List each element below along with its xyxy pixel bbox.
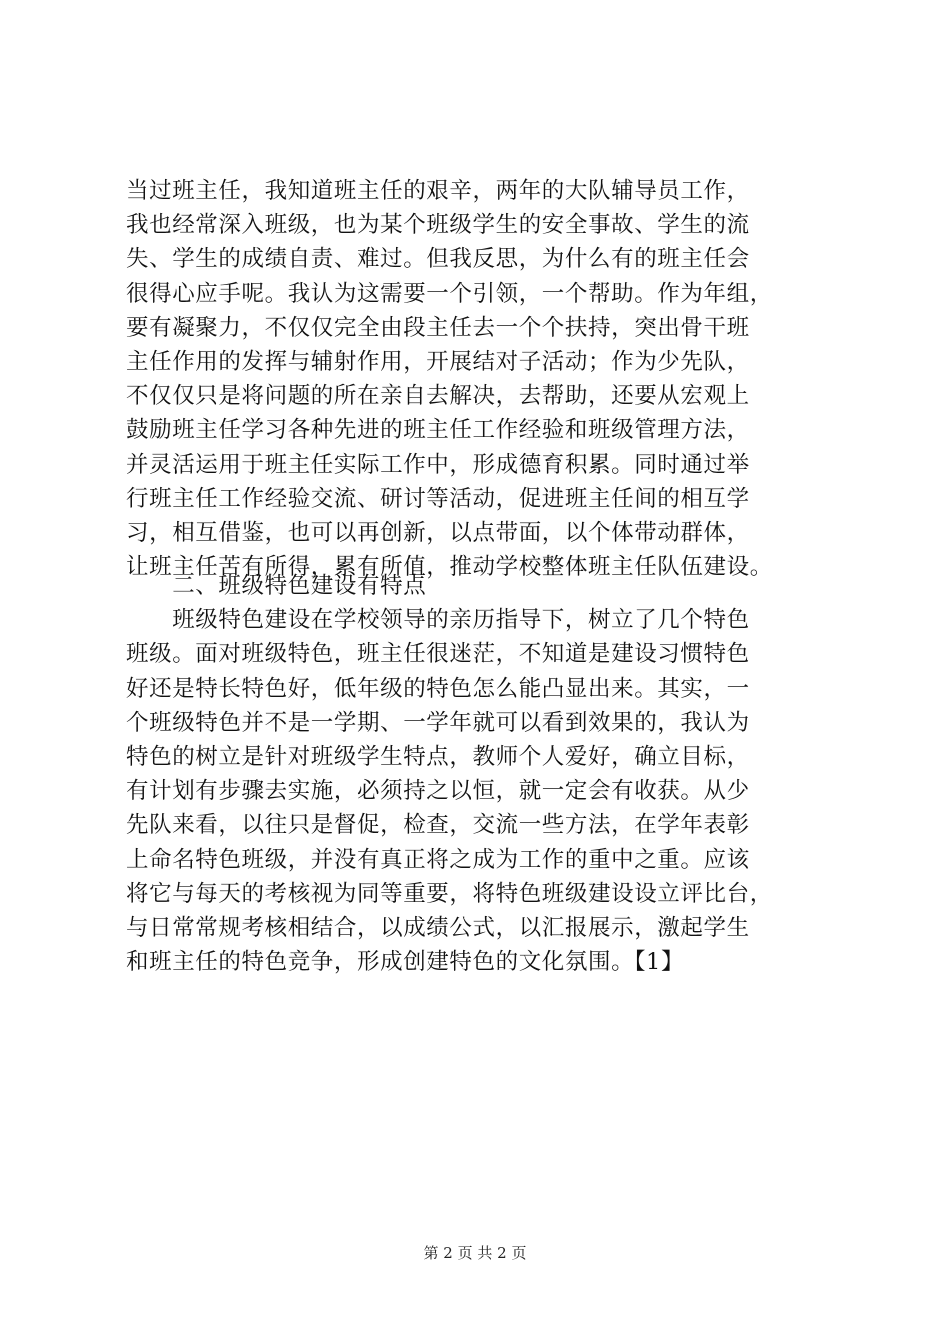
text-line: 班级。面对班级特色，班主任很迷茫，不知道是建设习惯特色 (126, 641, 750, 668)
text-line: 和班主任的特色竞争，形成创建特色的文化氛围。【1】 (126, 949, 685, 976)
text-line: 上命名特色班级，并没有真正将之成为工作的重中之重。应该 (126, 846, 750, 873)
section-class-features (126, 569, 866, 979)
text-line: 并灵活运用于班主任实际工作中，形成德育积累。同时通过举 (126, 451, 750, 478)
page-footer (0, 1243, 950, 1263)
text-line: 个班级特色并不是一学期、一学年就可以看到效果的，我认为 (126, 709, 750, 736)
page-number-label: 第 2 页 共 2 页 (423, 1244, 527, 1262)
text-line: 班级特色建设在学校领导的亲历指导下，树立了几个特色 (126, 607, 750, 634)
text-line: 我也经常深入班级，也为某个班级学生的安全事故、学生的流 (126, 212, 750, 239)
text-line: 习，相互借鉴，也可以再创新，以点带面，以个体带动群体， (126, 519, 750, 546)
text-line: 失、学生的成绩自责、难过。但我反思，为什么有的班主任会 (126, 246, 750, 273)
paragraph-class-teacher-guidance (126, 174, 866, 584)
text-line: 要有凝聚力，不仅仅完全由段主任去一个个扶持，突出骨干班 (126, 314, 750, 341)
text-line: 与日常常规考核相结合，以成绩公式，以汇报展示，激起学生 (126, 914, 750, 941)
text-line: 当过班主任，我知道班主任的艰辛，两年的大队辅导员工作， (126, 178, 750, 204)
text-line: 鼓励班主任学习各种先进的班主任工作经验和班级管理方法， (126, 417, 750, 444)
text-line: 行班主任工作经验交流、研讨等活动，促进班主任间的相互学 (126, 485, 750, 512)
section-heading: 二、班级特色建设有特点 (126, 573, 427, 599)
text-line: 将它与每天的考核视为同等重要，将特色班级建设设立评比台， (126, 880, 773, 907)
text-line: 很得心应手呢。我认为这需要一个引领，一个帮助。作为年组， (126, 280, 773, 307)
text-line: 有计划有步骤去实施，必须持之以恒，就一定会有收获。从少 (126, 778, 750, 805)
text-line: 主任作用的发挥与辅射作用，开展结对子活动；作为少先队， (126, 348, 750, 375)
text-line: 好还是特长特色好，低年级的特色怎么能凸显出来。其实，一 (126, 675, 750, 702)
text-line: 先队来看，以往只是督促，检查，交流一些方法，在学年表彰 (126, 812, 750, 839)
text-line: 让班主任苦有所得，累有所值，推动学校整体班主任队伍建设。 (126, 554, 773, 581)
text-line: 特色的树立是针对班级学生特点，教师个人爱好，确立目标， (126, 743, 750, 770)
text-line: 不仅仅只是将问题的所在亲自去解决，去帮助，还要从宏观上 (126, 383, 750, 410)
